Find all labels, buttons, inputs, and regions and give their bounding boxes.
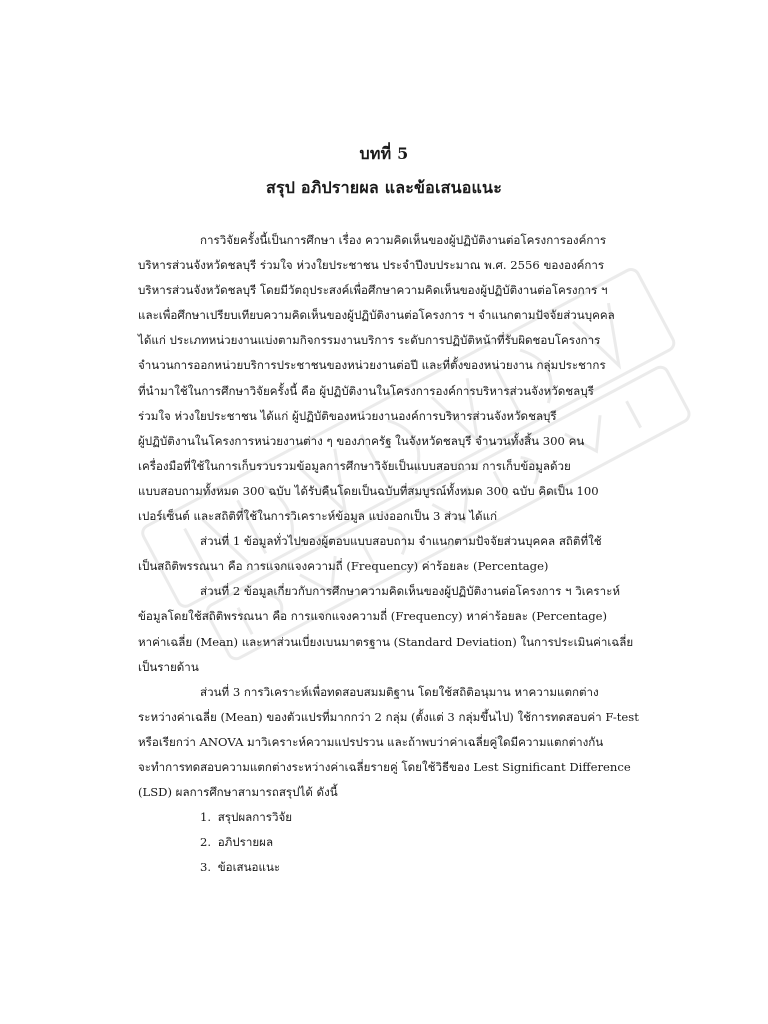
list-item-number: 3. — [200, 860, 212, 875]
body-line: ได้แก่ ประเภทหน่วยงานแบ่งตามกิจกรรมงานบริการ ระดับการปฏิบัติหน้าที่รับผิดชอบโครงการ — [138, 333, 601, 348]
body-line: ร่วมใจ ห่วงใยประชาชน ได้แก่ ผู้ปฏิบัติของหน่วยงานองค์การบริหารส่วนจังหวัดชลบุรี — [138, 408, 557, 423]
body-line: เป็นรายด้าน — [138, 659, 199, 674]
list-item-number: 2. — [200, 835, 212, 850]
list-item — [138, 830, 658, 855]
body-line: ผู้ปฏิบัติงานในโครงการหน่วยงานต่าง ๆ ของภาครัฐ ในจังหวัดชลบุรี จำนวนทั้งสิ้น 300 คน — [138, 433, 585, 448]
body-line: แบบสอบถามทั้งหมด 300 ฉบับ ได้รับคืนโดยเป็นฉบับที่สมบูรณ์ทั้งหมด 300 ฉบับ คิดเป็น 100 — [138, 483, 599, 498]
body-line: เปอร์เซ็นต์ และสถิติที่ใช้ในการวิเคราะห์ข้อมูล แบ่งออกเป็น 3 ส่วน ได้แก่ — [138, 509, 498, 524]
list-item — [138, 855, 658, 880]
body-line: ระหว่างค่าเฉลี่ย (Mean) ของตัวแปรที่มากกว่า 2 กลุ่ม (ตั้งแต่ 3 กลุ่มขึ้นไป) ใช้การทดสอบค่า F-test — [138, 709, 639, 724]
body-line: ที่นำมาใช้ในการศึกษาวิจัยครั้งนี้ คือ ผู้ปฏิบัติงานในโครงการองค์การบริหารส่วนจังหวัดชลบุรี — [138, 383, 594, 398]
body-line: บริหารส่วนจังหวัดชลบุรี โดยมีวัตถุประสงค์เพื่อศึกษาความคิดเห็นของผู้ปฏิบัติงานต่อโครงการ ฯ — [138, 283, 608, 298]
body-line: ส่วนที่ 2 ข้อมูลเกี่ยวกับการศึกษาความคิดเห็นของผู้ปฏิบัติงานต่อโครงการ ฯ วิเคราะห์ — [200, 584, 621, 599]
list-item-label: ข้อเสนอแนะ — [217, 860, 281, 875]
body-line: จะทำการทดสอบความแตกต่างระหว่างค่าเฉลี่ยรายคู่ โดยใช้วิธีของ Lest Significant Difference — [138, 759, 631, 774]
body-line: ข้อมูลโดยใช้สถิติพรรณนา คือ การแจกแจงความถี่ (Frequency) หาค่าร้อยละ (Percentage) — [138, 609, 608, 624]
body-line: ส่วนที่ 1 ข้อมูลทั่วไปของผู้ตอบแบบสอบถาม จำแนกตามปัจจัยส่วนบุคคล สถิติที่ใช้ — [200, 534, 602, 549]
body-line: ส่วนที่ 3 การวิเคราะห์เพื่อทดสอบสมมติฐาน โดยใช้สถิติอนุมาน หาความแตกต่าง — [200, 684, 599, 699]
body-line: บริหารส่วนจังหวัดชลบุรี ร่วมใจ ห่วงใยประชาชน ประจำปีงบประมาณ พ.ศ. 2556 ขององค์การ — [138, 258, 605, 273]
list-item-label: สรุปผลการวิจัย — [217, 810, 293, 825]
list-item-number: 1. — [200, 810, 212, 825]
chapter-title: บทที่ 5 — [359, 144, 409, 163]
body-line: และเพื่อศึกษาเปรียบเทียบความคิดเห็นของผู้ปฏิบัติงานต่อโครงการ ฯ จำแนกตามปัจจัยส่วนบุคคล — [138, 308, 615, 323]
body-line: จำนวนการออกหน่วยบริการประชาชนของหน่วยงานต่อปี และที่ตั้งของหน่วยงาน กลุ่มประชากร — [138, 358, 606, 373]
list-item — [138, 805, 658, 830]
body-line: การวิจัยครั้งนี้เป็นการศึกษา เรื่อง ความคิดเห็นของผู้ปฏิบัติงานต่อโครงการองค์การ — [200, 233, 607, 247]
body-line: หรือเรียกว่า ANOVA มาวิเคราะห์ความแปรปรวน และถ้าพบว่าค่าเฉลี่ยคู่ใดมีความแตกต่างกัน — [138, 734, 604, 749]
body-line: (LSD) ผลการศึกษาสามารถสรุปได้ ดังนี้ — [138, 785, 338, 800]
list-item-label: อภิปรายผล — [217, 835, 274, 850]
chapter-subtitle: สรุป อภิปรายผล และข้อเสนอแนะ — [266, 178, 502, 197]
body-line: หาค่าเฉลี่ย (Mean) และหาส่วนเบี่ยงเบนมาตรฐาน (Standard Deviation) ในการประเมินค่าเฉลี่ย — [138, 634, 634, 649]
body-line: เป็นสถิติพรรณนา คือ การแจกแจงความถี่ (Frequency) ค่าร้อยละ (Percentage) — [138, 559, 549, 574]
body-line: เครื่องมือที่ใช้ในการเก็บรวบรวมข้อมูลการศึกษาวิจัยเป็นแบบสอบถาม การเก็บข้อมูลด้วย — [138, 458, 571, 473]
body-text — [138, 228, 658, 880]
